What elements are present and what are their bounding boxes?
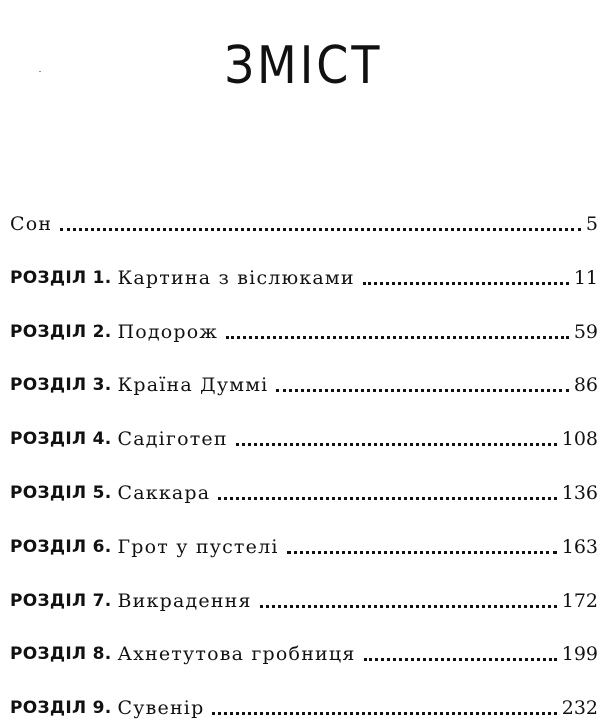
toc-entry-title: Країна Думмі: [117, 374, 269, 397]
toc-entry-chapter-label: РОЗДІЛ 8.: [10, 644, 112, 665]
toc-entry-title: Викрадення: [117, 589, 252, 612]
page-title: ЗМІСТ: [224, 34, 383, 96]
toc-entry-title: Саккара: [117, 481, 211, 504]
toc-entry-page: 5: [585, 213, 598, 235]
toc-entry-title: Картина з віслюками: [117, 266, 355, 289]
toc-dot-leader: [287, 550, 557, 554]
toc-entry-page: 11: [573, 266, 598, 289]
toc-entry-chapter-1[interactable]: [10, 237, 598, 291]
toc-entry-chapter-label: РОЗДІЛ 6.: [10, 536, 112, 557]
toc-entry-title: Сувенір: [117, 697, 205, 720]
toc-entry-chapter-label: РОЗДІЛ 7.: [10, 590, 112, 611]
toc-dot-leader: [60, 227, 581, 231]
toc-entry-title: Сон: [10, 213, 53, 235]
toc-entry-page: 108: [561, 428, 598, 451]
toc-entry-chapter-label: РОЗДІЛ 1.: [10, 267, 112, 288]
toc-entry-chapter-2[interactable]: [10, 291, 598, 345]
toc-dot-leader: [363, 281, 569, 285]
toc-entry-title: Грот у пустелі: [117, 535, 279, 558]
toc-dot-leader: [236, 442, 557, 446]
toc-entry-chapter-label: РОЗДІЛ 4.: [10, 429, 112, 450]
toc-dot-leader: [260, 604, 557, 608]
toc-entry-page: 59: [573, 320, 598, 343]
toc-entry-chapter-5[interactable]: [10, 452, 598, 506]
table-of-contents: [10, 193, 598, 721]
toc-entry-chapter-9[interactable]: [10, 667, 598, 721]
toc-entry-chapter-label: РОЗДІЛ 5.: [10, 482, 112, 503]
toc-dot-leader: [226, 335, 569, 339]
toc-entry-chapter-6[interactable]: [10, 506, 598, 560]
toc-entry-chapter-7[interactable]: [10, 560, 598, 614]
toc-entry-prologue[interactable]: [10, 193, 598, 237]
toc-entry-page: 136: [561, 481, 598, 504]
toc-entry-chapter-label: РОЗДІЛ 2.: [10, 321, 112, 342]
toc-dot-leader: [364, 657, 557, 661]
toc-entry-chapter-label: РОЗДІЛ 9.: [10, 698, 112, 719]
toc-entry-chapter-label: РОЗДІЛ 3.: [10, 375, 112, 396]
print-speck: [39, 71, 41, 72]
toc-dot-leader: [218, 496, 556, 500]
toc-entry-page: 86: [573, 374, 598, 397]
toc-entry-title: Ахнетутова гробниця: [117, 643, 356, 666]
toc-entry-page: 199: [561, 643, 598, 666]
toc-entry-title: Подорож: [117, 320, 219, 343]
toc-entry-chapter-8[interactable]: [10, 614, 598, 668]
toc-dot-leader: [276, 388, 568, 392]
toc-entry-page: 172: [561, 589, 598, 612]
toc-entry-chapter-4[interactable]: [10, 398, 598, 452]
toc-entry-title: Садіготеп: [117, 428, 228, 451]
toc-entry-page: 163: [561, 535, 598, 558]
toc-dot-leader: [212, 711, 556, 715]
toc-entry-page: 232: [561, 697, 598, 720]
toc-entry-chapter-3[interactable]: [10, 345, 598, 399]
